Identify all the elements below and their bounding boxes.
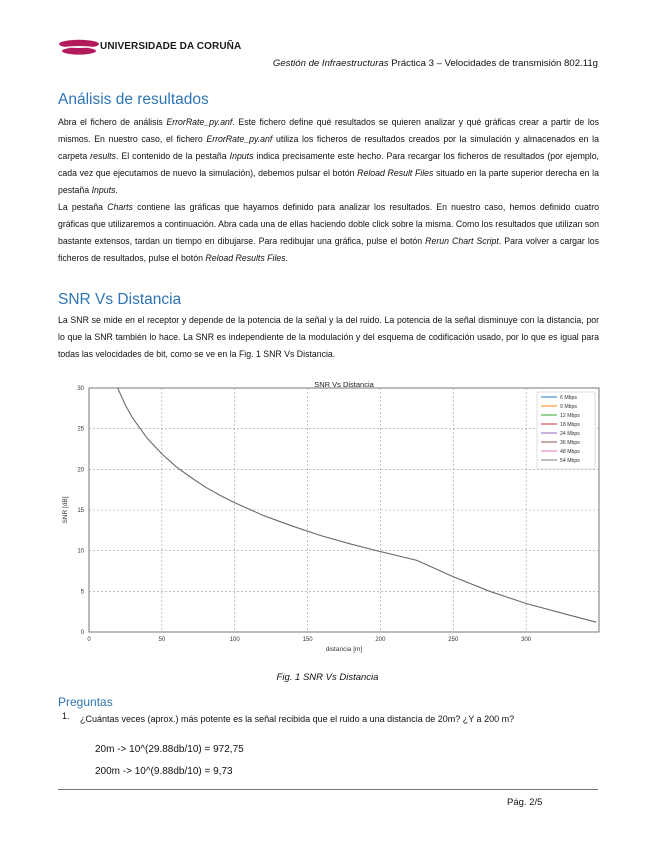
legend-label: 54 Mbps [560, 458, 580, 464]
text-run: . Para volver a cargar los ficheros de resultados, pulse el botón [58, 236, 599, 263]
text-run: . El contenido de la pestaña [115, 151, 230, 161]
answer-200m: 200m -> 10^(9.88db/10) = 9,73 [95, 766, 233, 777]
y-axis-label: SNR [dB] [62, 496, 69, 524]
footer-divider [58, 789, 598, 790]
logo-swoosh-bottom [62, 47, 96, 54]
text-run: . [115, 185, 118, 195]
text-run: . Este fichero define qué resultados se quieren analizar y qué gráficas crear a partir de los mismos. En nuestro caso, el fichero [58, 117, 600, 144]
y-tick-label: 25 [77, 426, 84, 433]
page-header [228, 58, 598, 69]
legend-label: 36 Mbps [560, 440, 580, 446]
legend-label: 12 Mbps [560, 413, 580, 419]
y-tick-label: 5 [80, 589, 84, 596]
italic-term: Inputs [91, 185, 116, 195]
x-axis-label: distancia [m] [325, 646, 363, 653]
italic-term: ErrorRate_py.anf [206, 134, 273, 144]
x-tick-label: 100 [229, 637, 240, 643]
legend [537, 392, 595, 469]
italic-term: Inputs [229, 151, 254, 161]
x-tick-label: 250 [448, 637, 459, 643]
legend-label: 18 Mbps [560, 422, 580, 428]
italic-term: Rerun Chart Script [425, 236, 499, 246]
italic-term: Charts [107, 202, 133, 212]
x-tick-label: 200 [375, 637, 386, 643]
x-tick-label: 0 [87, 637, 91, 643]
text-run: indica precisamente este hecho. Para recargar los ficheros de resultados (por ejemplo, cada vez que ejecutamos de nuevo la simulación), debemos pulsar el botón [58, 151, 599, 178]
y-tick-label: 10 [77, 548, 84, 555]
results-paragraph-2 [58, 199, 599, 267]
x-tick-label: 50 [158, 637, 166, 643]
legend-label: 6 Mbps [560, 395, 578, 401]
section-title-snr: SNR Vs Distancia [58, 291, 182, 308]
x-tick-label: 300 [521, 637, 532, 643]
question-1: ¿Cuántas veces (aprox.) más potente es la señal recibida que el ruido a una distancia de 20m? ¿Y a 200 m? [80, 714, 515, 724]
questions-title: Preguntas [58, 695, 113, 709]
y-tick-label: 20 [77, 467, 84, 474]
section-title-results: Análisis de resultados [58, 91, 209, 108]
text-run: . [285, 253, 289, 263]
snr-vs-distance-chart [55, 380, 605, 662]
italic-term: Reload Results Files [205, 253, 286, 263]
text-run: Abra el fichero de análisis [58, 117, 167, 127]
page-number: Pág. 2/5 [507, 797, 543, 808]
text-run: La pestaña [58, 202, 108, 212]
y-tick-label: 15 [77, 508, 84, 514]
y-tick-label: 0 [80, 630, 84, 636]
snr-paragraph: La SNR se mide en el receptor y depende de la potencia de la señal y la del ruido. La potencia de la señal disminuye con la distancia, por lo que la SNR también lo hace. La SNR es independiente de la modulación y del esquema de codificación usado, por lo que es igual para todas las velocidades de bit, como se ve en la Fig. 1 SNR Vs Distancia. [58, 315, 599, 359]
figure-caption: Fig. 1 SNR Vs Distancia [276, 672, 379, 683]
legend-label: 24 Mbps [560, 431, 580, 437]
header-practice: Práctica 3 – Velocidades de transmisión 802.11g [391, 58, 598, 69]
legend-label: 9 Mbps [560, 404, 578, 410]
italic-term: Reload Result Files [357, 168, 434, 178]
y-tick-label: 30 [77, 386, 84, 392]
italic-term: results [90, 151, 116, 161]
chart-title: SNR Vs Distancia [314, 380, 374, 389]
university-name: UNIVERSIDADE DA CORUÑA [100, 41, 242, 52]
question-number: 1. [62, 711, 70, 721]
legend-label: 48 Mbps [560, 449, 580, 455]
text-run: utiliza los ficheros de resultados creados por la simulación y almacenados en la carpeta [58, 134, 599, 161]
header-course: Gestión de Infraestructuras [272, 58, 389, 69]
text-run: situado en la parte superior derecha en la pestaña [58, 168, 599, 195]
results-paragraph-1 [58, 114, 599, 199]
x-tick-label: 150 [302, 637, 313, 643]
italic-term: ErrorRate_py.anf [166, 117, 233, 127]
answer-20m: 20m -> 10^(29.88db/10) = 972,75 [95, 744, 244, 755]
text-run: contiene las gráficas que hayamos definido para analizar los resultados. En nuestro caso, hemos definido cuatro gráficas que utilizaremos a continuación. Abra cada una de ellas haciendo doble click sobre la misma. Como los resultados que utilizan son bastante extensos, tardan un tiempo en dibujarse. Para redibujar una gráfica, pulse el botón [58, 202, 600, 246]
